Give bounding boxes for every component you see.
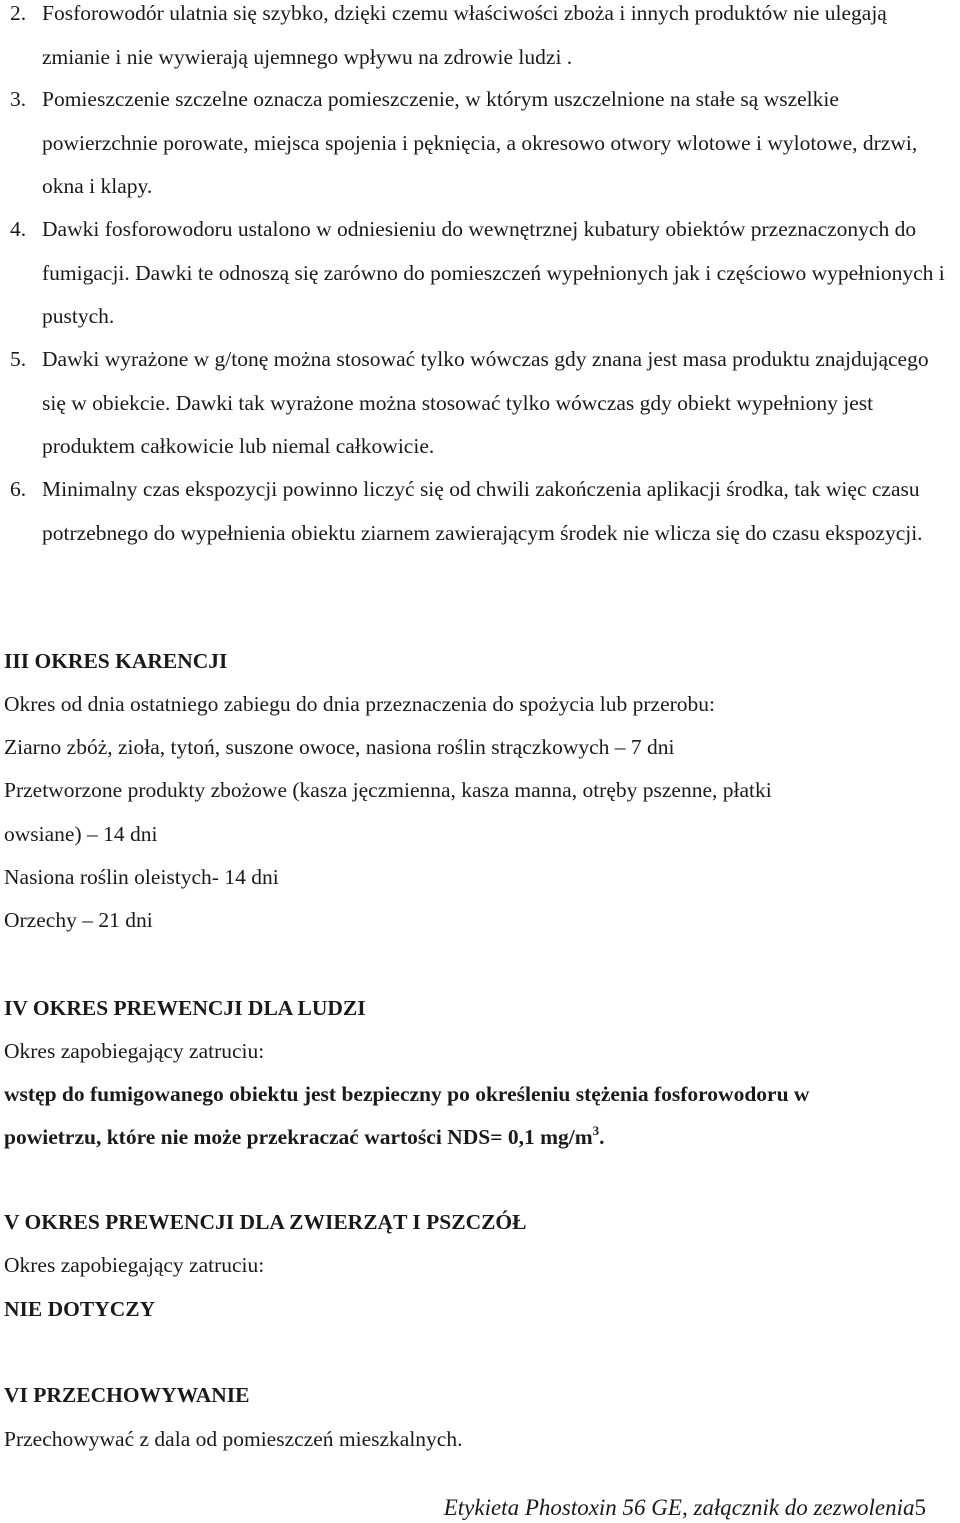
karencja-line: owsiane) – 14 dni — [4, 822, 158, 846]
superscript: 3 — [592, 1123, 600, 1138]
przechowywanie-text: Przechowywać z dala od pomieszczeń mieszkalnych. — [4, 1427, 463, 1451]
list-item — [0, 468, 960, 555]
list-item-text: Dawki wyrażone w g/tonę można stosować tylko wówczas gdy znana jest masa produktu znajdującego się w obiekcie. Dawki tak wyrażone można stosować tylko wówczas gdy obiekt wypełniony jest produktem całkowicie lub niemal całkowicie. — [42, 347, 929, 458]
list-item-text: Dawki fosforowodoru ustalono w odniesieniu do wewnętrznej kubatury obiektów przeznaczonych do fumigacji. Dawki te odnoszą się zarówno do pomieszczeń wypełnionych jak i częściowo wypełnionych i pustych. — [42, 217, 945, 328]
page-footer — [444, 1494, 926, 1522]
period: . — [599, 1125, 605, 1149]
list-item — [0, 0, 960, 79]
list-item-number: 4. — [10, 217, 27, 241]
list-item-text: Pomieszczenie szczelne oznacza pomieszczenie, w którym uszczelnione na stałe są wszelkie powierzchnie porowate, miejsca spojenia i pęknięcia, a okresowo otwory wlotowe i wylotowe, drzwi, okna i klapy. — [42, 87, 918, 198]
karencja-line: Ziarno zbóż, zioła, tytoń, suszone owoce, nasiona roślin strączkowych – 7 dni — [4, 735, 675, 759]
page-number: 5 — [914, 1495, 926, 1520]
prewencja-zwierzat-value: NIE DOTYCZY — [4, 1297, 156, 1321]
list-item-text: Minimalny czas ekspozycji powinno liczyć się od chwili zakończenia aplikacji środka, tak więc czasu potrzebnego do wypełnienia obiektu ziarnem zawierającym środek nie wlicza się do czasu ekspozycji. — [42, 477, 923, 545]
karencja-line: Orzechy – 21 dni — [4, 908, 153, 932]
karencja-intro: Okres od dnia ostatniego zabiegu do dnia przeznaczenia do spożycia lub przerobu: — [4, 692, 716, 716]
list-item-number: 2. — [10, 1, 27, 25]
list-item-text: Fosforowodór ulatnia się szybko, dzięki czemu właściwości zboża i innych produktów nie ulegają zmianie i nie wywierają ujemnego wpływu na zdrowie ludzi . — [42, 1, 887, 69]
list-item-number: 6. — [10, 477, 27, 501]
section-heading-karencja: III OKRES KARENCJI — [4, 649, 228, 673]
list-item — [0, 78, 960, 209]
karencja-line: Nasiona roślin oleistych- 14 dni — [4, 865, 279, 889]
section-heading-prewencja-zwierzat: V OKRES PREWENCJI DLA ZWIERZĄT I PSZCZÓŁ — [4, 1210, 527, 1234]
prewencja-ludzi-intro: Okres zapobiegający zatruciu: — [4, 1039, 265, 1063]
list-item-number: 3. — [10, 87, 27, 111]
list-item-number: 5. — [10, 347, 27, 371]
karencja-line: Przetworzone produkty zbożowe (kasza jęczmienna, kasza manna, otręby pszenne, płatki — [4, 778, 772, 802]
nds-text: powietrzu, które nie może przekraczać wartości NDS= 0,1 mg/m — [4, 1125, 593, 1149]
list-item — [0, 338, 960, 469]
footer-label: Etykieta Phostoxin 56 GE, załącznik do zezwolenia — [443, 1495, 915, 1520]
section-heading-prewencja-ludzi: IV OKRES PREWENCJI DLA LUDZI — [4, 996, 366, 1020]
prewencja-ludzi-text: wstęp do fumigowanego obiektu jest bezpieczny po określeniu stężenia fosforowodoru w — [4, 1082, 810, 1106]
list-item — [0, 208, 960, 339]
section-heading-przechowywanie: VI PRZECHOWYWANIE — [4, 1383, 250, 1407]
prewencja-ludzi-text — [4, 1123, 956, 1151]
prewencja-zwierzat-intro: Okres zapobiegający zatruciu: — [4, 1253, 265, 1277]
